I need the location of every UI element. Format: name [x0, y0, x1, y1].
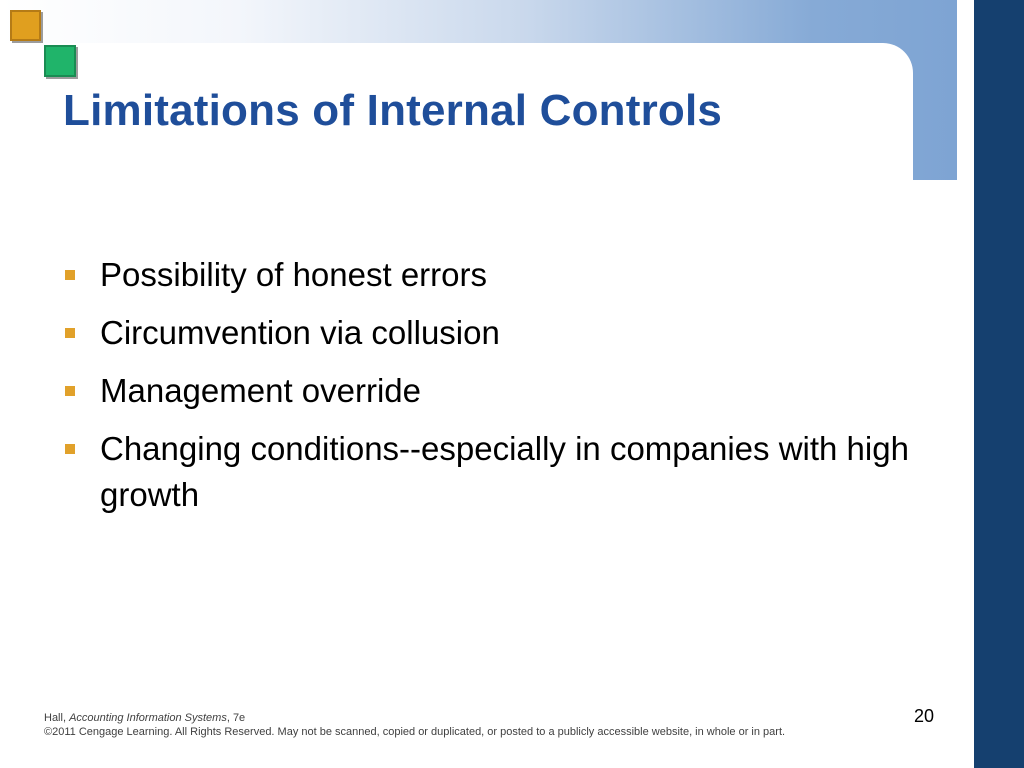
- bullet-text: Management override: [100, 372, 422, 409]
- slide-footer: [44, 711, 785, 739]
- footer-copyright: ©2011 Cengage Learning. All Rights Reserved. May not be scanned, copied or duplicated, or posted to a publicly accessible website, in whole or in part.: [44, 726, 786, 738]
- footer-edition: , 7e: [226, 712, 246, 724]
- bullet-text: Circumvention via collusion: [100, 314, 500, 351]
- footer-book-title: Accounting Information Systems: [69, 712, 227, 724]
- right-side-bar: [974, 0, 1024, 768]
- bullet-list: [60, 252, 940, 530]
- content-panel: [0, 43, 913, 273]
- square-bullet-icon: [65, 444, 75, 454]
- bullet-item: [60, 252, 940, 298]
- square-bullet-icon: [65, 328, 75, 338]
- slide-title: Limitations of Internal Controls: [63, 86, 723, 135]
- footer-author: Hall,: [44, 712, 67, 724]
- green-square-decoration: [44, 45, 76, 77]
- bullet-text: Changing conditions--especially in companies with high growth: [100, 430, 909, 513]
- square-bullet-icon: [65, 386, 75, 396]
- bullet-item: [60, 310, 940, 356]
- square-bullet-icon: [65, 270, 75, 280]
- orange-square-decoration: [10, 10, 41, 41]
- bullet-text: Possibility of honest errors: [100, 256, 487, 293]
- page-number: 20: [914, 706, 935, 726]
- footer-citation: [44, 711, 785, 725]
- bullet-item: [60, 426, 940, 518]
- bullet-item: [60, 368, 940, 414]
